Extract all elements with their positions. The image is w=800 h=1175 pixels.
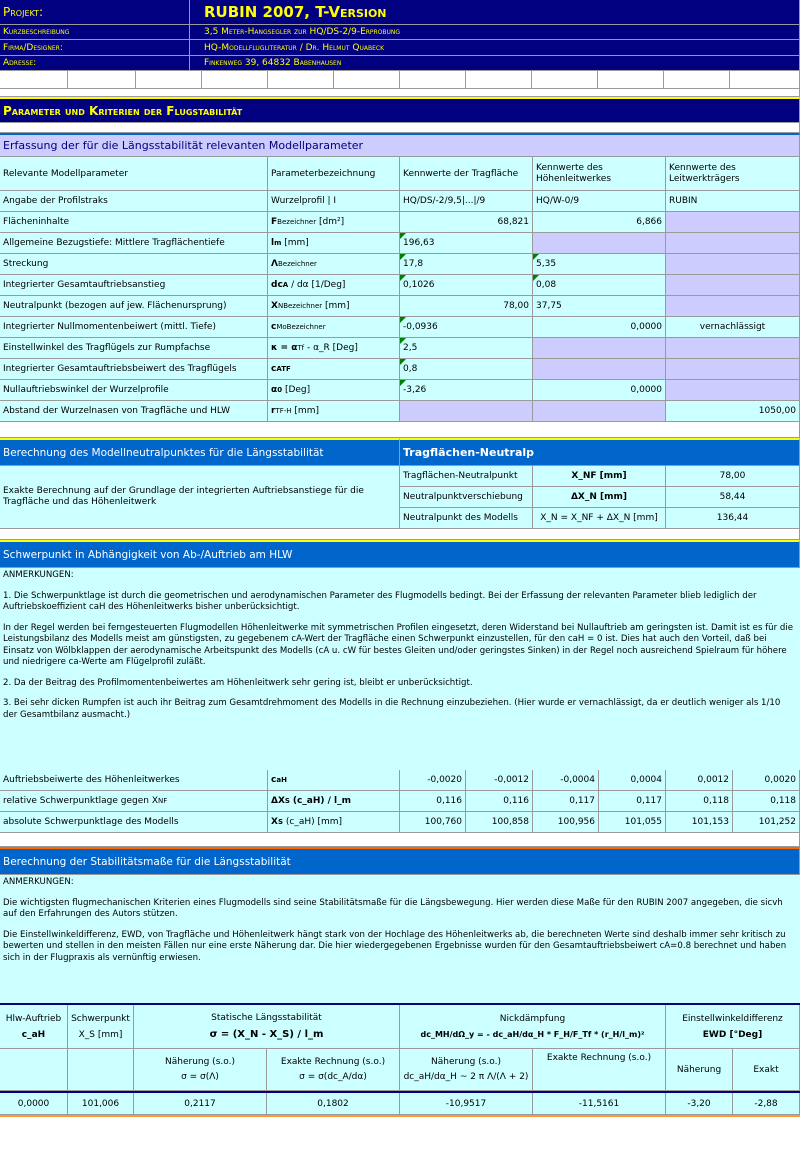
cg-value[interactable]: -0,0004 xyxy=(533,770,599,791)
static-exact-value[interactable]: 0,1802 xyxy=(267,1093,400,1115)
boom-value[interactable] xyxy=(666,233,800,254)
table-row xyxy=(0,770,800,791)
param-symbol: Λ Bezeichner xyxy=(268,254,400,275)
section-stability-measures xyxy=(0,847,800,1117)
boom-value[interactable] xyxy=(666,380,800,401)
cg-value[interactable]: -0,0012 xyxy=(466,770,533,791)
np-label: Neutralpunkt des Modells xyxy=(400,508,533,529)
section-neutral-point xyxy=(0,438,800,529)
table-row xyxy=(0,791,800,812)
param-label: Neutralpunkt (bezogen auf jew. Flächenursprung) xyxy=(0,296,268,317)
note-paragraph: Die wichtigsten flugmechanischen Kriterien eines Flugmodells sind seine Stabilitätsmaße für die Längsbewegung. Hier werden diese Maße für den RUBIN 2007 angegeben, die sicvh auf den Erfahrungen des Autors stützen. xyxy=(3,897,783,919)
param-label: Allgemeine Bezugstiefe: Mittlere Tragflächentiefe xyxy=(0,233,268,254)
note-paragraph: In der Regel werden bei ferngesteuerten Flugmodellen Höhenleitwerke mit symmetrischen Profilen eingesetzt, deren Widerstand bei Nullauftrieb am geringsten ist. Damit ist es für die Leistungsbilanz des Modells meist am günstigsten, zu gegebenem cA-Wert der Tragfläche einen Schwerpunkt einzustellen, für den caH = 0 ist. Dies hat auch den Vorteil, daß bei Einsatz von Wölbklappen der aerodynamische Arbeitspunkt des Modells (cA u. cW für bestes Gleiten und/oder geringstes Sinken) in der Regel noch ausreichend Spielraum für höhere und niedrigere ca-Werte am Flügelprofil zuläßt. xyxy=(3,622,794,667)
section3-notes xyxy=(0,568,800,770)
param-label: Angabe der Profilstraks xyxy=(0,191,268,212)
cg-value[interactable]: 0,118 xyxy=(733,791,800,812)
hlw-value[interactable] xyxy=(533,338,666,359)
boom-value[interactable]: RUBIN xyxy=(666,191,800,212)
table-row xyxy=(400,508,800,529)
param-symbol: F Bezeichner [dm²] xyxy=(268,212,400,233)
np-symbol: ΔX_N [mm] xyxy=(533,487,666,508)
ewd-exact-subheader: Exakt xyxy=(733,1049,800,1091)
company-value[interactable]: HQ-Modellflugliteratur / Dr. Helmut Quabeck xyxy=(190,40,800,56)
param-symbol: c ATF xyxy=(268,359,400,380)
param-symbol: X NBezeichner [mm] xyxy=(268,296,400,317)
static-approx-subheader: Näherung (s.o.) σ = σ(Λ) xyxy=(134,1049,267,1091)
notes-heading: ANMERKUNGEN: xyxy=(3,570,74,580)
hlw-value[interactable]: 37,75 xyxy=(533,296,666,317)
ewd-approx-subheader: Näherung xyxy=(666,1049,733,1091)
cg-symbol: X S (c_aH) [mm] xyxy=(268,812,400,833)
damp-approx-value[interactable]: -10,9517 xyxy=(400,1093,533,1115)
empty-grid-row xyxy=(0,71,800,89)
cg-value[interactable]: 101,055 xyxy=(599,812,666,833)
short-description-value[interactable]: 3,5 Meter-Hangsegler zur HQ/DS-2/9-Erprobung xyxy=(190,25,800,40)
main-title: Parameter und Kriterien der Flugstabilität xyxy=(0,97,800,123)
stability-header-row xyxy=(0,1003,800,1049)
section1-header-row xyxy=(0,157,800,191)
wing-value[interactable]: 17,8 xyxy=(400,254,533,275)
param-label: Abstand der Wurzelnasen von Tragfläche und HLW xyxy=(0,401,268,422)
wing-value[interactable]: 0,1026 xyxy=(400,275,533,296)
cg-value[interactable]: 100,858 xyxy=(466,812,533,833)
np-value[interactable]: 58,44 xyxy=(666,487,800,508)
param-symbol: dc A / dα [1/Deg] xyxy=(268,275,400,296)
boom-value[interactable] xyxy=(666,212,800,233)
param-symbol: α 0 [Deg] xyxy=(268,380,400,401)
pitch-damping-header: Nickdämpfung dc_MH/dΩ_y = - dc_aH/dα_H * F_H/F_Tf * (r_H/l_m)² xyxy=(400,1005,666,1049)
section2-title: Berechnung des Modellneutralpunktes für die Längsstabilität xyxy=(0,438,400,466)
note-paragraph: 3. Bei sehr dicken Rumpfen ist auch ihr Beitrag zum Gesamtdrehmoment des Modells in die Rechnung einzubeziehen. (Hier wurde er vernachlässigt, da er deutlich weniger als 1/10 der Gesamtbilanz ausmacht.) xyxy=(3,698,781,720)
boom-value[interactable] xyxy=(666,296,800,317)
cg-header: Schwerpunkt X_S [mm] xyxy=(68,1005,134,1049)
hlw-value[interactable]: 0,0000 xyxy=(533,317,666,338)
caH-value[interactable]: 0,0000 xyxy=(0,1093,68,1115)
short-description-label: Kurzbeschreibung xyxy=(0,25,190,40)
param-label: Flächeninhalte xyxy=(0,212,268,233)
table-row xyxy=(0,812,800,833)
notes-heading: ANMERKUNGEN: xyxy=(3,877,74,887)
main-title-band xyxy=(0,97,800,123)
wing-value[interactable] xyxy=(400,401,533,422)
table-row xyxy=(0,1091,800,1117)
boom-value[interactable] xyxy=(666,359,800,380)
param-label: Nullauftriebswinkel der Wurzelprofile xyxy=(0,380,268,401)
section3-title: Schwerpunkt in Abhängigkeit von Ab-/Auftrieb am HLW xyxy=(0,540,800,568)
cg-value[interactable]: 100,956 xyxy=(533,812,599,833)
wing-value[interactable]: 68,821 xyxy=(400,212,533,233)
param-symbol: r TF-H [mm] xyxy=(268,401,400,422)
cg-value[interactable]: 0,0004 xyxy=(599,770,666,791)
param-label: Integrierter Nullmomentenbeiwert (mittl. Tiefe) xyxy=(0,317,268,338)
table-row xyxy=(400,487,800,508)
param-label: Einstellwinkel des Tragflügels zur Rumpfachse xyxy=(0,338,268,359)
project-label: Projekt: xyxy=(0,0,190,25)
static-exact-subheader: Exakte Rechnung (s.o.) σ = σ(dc_A/dα) xyxy=(267,1049,400,1091)
table-row xyxy=(0,275,800,296)
header-param-name: Parameterbezeichnung xyxy=(268,157,400,191)
cg-value[interactable]: 0,0012 xyxy=(666,770,733,791)
header-block xyxy=(0,0,800,97)
table-row xyxy=(0,380,800,401)
table-row xyxy=(0,359,800,380)
section1-title: Erfassung der für die Längsstabilität relevanten Modellparameter xyxy=(0,133,800,157)
section4-title: Berechnung der Stabilitätsmaße für die Längsstabilität xyxy=(0,847,800,875)
hlw-value[interactable] xyxy=(533,401,666,422)
table-row xyxy=(0,296,800,317)
hlw-value[interactable]: 0,0000 xyxy=(533,380,666,401)
np-value[interactable]: 78,00 xyxy=(666,466,800,487)
hlw-value[interactable]: HQ/W-0/9 xyxy=(533,191,666,212)
param-symbol: Wurzelprofil | I xyxy=(268,191,400,212)
table-row xyxy=(0,191,800,212)
np-label: Tragflächen-Neutralpunkt xyxy=(400,466,533,487)
np-value[interactable]: 136,44 xyxy=(666,508,800,529)
empty-grid-row xyxy=(0,89,800,97)
hlw-header: Hlw-Auftrieb c_aH xyxy=(0,1005,68,1049)
wing-value[interactable]: -0,0936 xyxy=(400,317,533,338)
wing-value[interactable]: 2,5 xyxy=(400,338,533,359)
cg-symbol: c aH xyxy=(268,770,400,791)
project-value[interactable]: RUBIN 2007, T-Version xyxy=(190,0,800,25)
damp-approx-subheader: Näherung (s.o.) dc_aH/dα_H ~ 2 π Λ/(Λ + 2) xyxy=(400,1049,533,1091)
section4-notes xyxy=(0,875,800,1003)
ewd-exact-value[interactable]: -2,88 xyxy=(733,1093,800,1115)
header-boom: Kennwerte des Leitwerkträgers xyxy=(666,157,800,191)
hlw-value[interactable] xyxy=(533,359,666,380)
wing-value[interactable]: 196,63 xyxy=(400,233,533,254)
boom-value[interactable]: vernachlässigt xyxy=(666,317,800,338)
param-label: Integrierter Gesamtauftriebsbeiwert des Tragflügels xyxy=(0,359,268,380)
cg-value[interactable]: -0,0020 xyxy=(400,770,466,791)
table-row xyxy=(0,212,800,233)
note-paragraph: 1. Die Schwerpunktlage ist durch die geometrischen und aerodynamischen Parameter des Flugmodells bedingt. Bei der Erfassung der relevanten Parameter blieb lediglich der Auftriebskoeffizient caH des Höhenleitwerks bisher unberücksichtigt. xyxy=(3,590,757,612)
table-row xyxy=(0,401,800,422)
cg-value[interactable]: 0,0020 xyxy=(733,770,800,791)
cg-label: relative Schwerpunktlage gegen X NF xyxy=(0,791,268,812)
boom-value[interactable] xyxy=(666,254,800,275)
header-relevant-params: Relevante Modellparameter xyxy=(0,157,268,191)
section-center-of-gravity xyxy=(0,540,800,833)
ewd-approx-value[interactable]: -3,20 xyxy=(666,1093,733,1115)
param-label: Integrierter Gesamtauftriebsanstieg xyxy=(0,275,268,296)
company-label: Firma/Designer: xyxy=(0,40,190,56)
cg-value[interactable]: 101,153 xyxy=(666,812,733,833)
ewd-header: Einstellwinkeldifferenz EWD [°Deg] xyxy=(666,1005,800,1049)
address-value[interactable]: Finkenweg 39, 64832 Babenhausen xyxy=(190,56,800,71)
note-paragraph: Die Einstellwinkeldifferenz, EWD, von Tragfläche und Höhenleitwerk hängt stark von der Hochlage des Höhenleitwerks ab, die berechneten Werte sind deshalb immer sehr kritisch zu bewerten und stellen in den meisten Fällen nur eine erste Näherung dar. Die hier wiedergegebenen Ergebnisse wurden für den Gesamtauftriebsbeiwert cA=0.8 berechnet und haben sich in der Flugpraxis als vernünftig erwiesen. xyxy=(3,929,787,963)
xs-value[interactable]: 101,006 xyxy=(68,1093,134,1115)
boom-value[interactable] xyxy=(666,275,800,296)
cg-value[interactable]: 101,252 xyxy=(733,812,800,833)
stability-subheader-row xyxy=(0,1049,800,1091)
damp-exact-subheader: Exakte Rechnung (s.o.) xyxy=(533,1049,666,1091)
boom-value[interactable]: 1050,00 xyxy=(666,401,800,422)
section-model-parameters xyxy=(0,133,800,422)
cg-value[interactable]: 0,116 xyxy=(466,791,533,812)
damp-exact-value[interactable]: -11,5161 xyxy=(533,1093,666,1115)
np-symbol: X_N = X_NF + ΔX_N [mm] xyxy=(533,508,666,529)
table-row xyxy=(0,233,800,254)
wing-value[interactable]: -3,26 xyxy=(400,380,533,401)
cg-symbol: ΔX S (c_aH) / l_m xyxy=(268,791,400,812)
table-row xyxy=(400,466,800,487)
cg-value[interactable]: 0,116 xyxy=(400,791,466,812)
hlw-value[interactable] xyxy=(533,233,666,254)
wing-value[interactable]: 78,00 xyxy=(400,296,533,317)
address-label: Adresse: xyxy=(0,56,190,71)
table-row xyxy=(0,338,800,359)
hlw-value[interactable]: 5,35 xyxy=(533,254,666,275)
cg-value[interactable]: 0,117 xyxy=(599,791,666,812)
param-symbol: l m [mm] xyxy=(268,233,400,254)
param-symbol: c MoBezeichner xyxy=(268,317,400,338)
cg-label: Auftriebsbeiwerte des Höhenleitwerkes xyxy=(0,770,268,791)
table-row xyxy=(0,317,800,338)
section2-subtitle: Tragflächen-Neutralp xyxy=(400,438,800,466)
header-hlw: Kennwerte des Höhenleitwerkes xyxy=(533,157,666,191)
static-stability-header: Statische Längsstabilität σ = (X_N - X_S) / l_m xyxy=(134,1005,400,1049)
wing-value[interactable]: 0,8 xyxy=(400,359,533,380)
param-symbol: κ = α Tf - α_R [Deg] xyxy=(268,338,400,359)
wing-value[interactable]: HQ/DS/-2/9,5|...|/9 xyxy=(400,191,533,212)
cg-value[interactable]: 0,117 xyxy=(533,791,599,812)
cg-value[interactable]: 0,118 xyxy=(666,791,733,812)
boom-value[interactable] xyxy=(666,338,800,359)
section2-description: Exakte Berechnung auf der Grundlage der integrierten Auftriebsanstiege für die Tragfläche und das Höhenleitwerk xyxy=(0,466,400,529)
cg-label: absolute Schwerpunktlage des Modells xyxy=(0,812,268,833)
note-paragraph: 2. Da der Beitrag des Profilmomentenbeiwertes am Höhenleitwerk sehr gering ist, bleibt er unberücksichtigt. xyxy=(3,677,473,688)
hlw-value[interactable]: 6,866 xyxy=(533,212,666,233)
param-label: Streckung xyxy=(0,254,268,275)
cg-value[interactable]: 100,760 xyxy=(400,812,466,833)
header-wing: Kennwerte der Tragfläche xyxy=(400,157,533,191)
np-symbol: X_NF [mm] xyxy=(533,466,666,487)
table-row xyxy=(0,254,800,275)
hlw-value[interactable]: 0,08 xyxy=(533,275,666,296)
static-approx-value[interactable]: 0,2117 xyxy=(134,1093,267,1115)
np-label: Neutralpunktverschiebung xyxy=(400,487,533,508)
